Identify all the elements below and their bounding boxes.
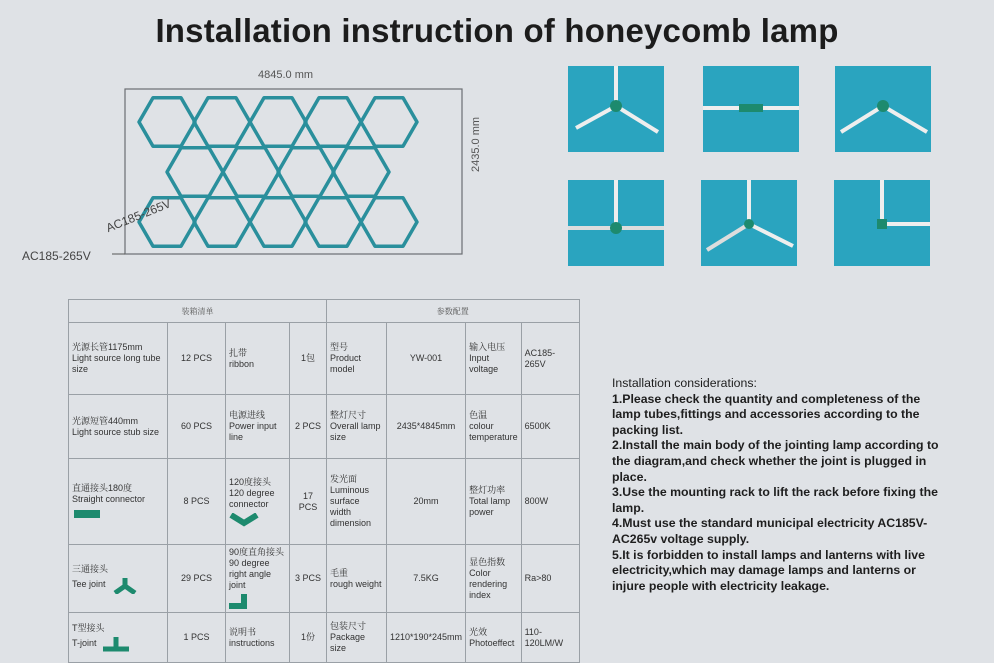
param-cell: 型号 Product model [327, 323, 387, 395]
t-joint-icon [103, 637, 129, 653]
item2-text: 90度直角接头90 degree right angle joint [229, 547, 285, 590]
hexagon-cell [167, 148, 223, 196]
item-cell: 光源长管1175mm Light source long tube size [69, 323, 168, 395]
qty2-cell: 1包 [290, 323, 327, 395]
right-angle-joint-icon [229, 594, 251, 610]
param-cell: 包装尺寸 Package size [327, 613, 387, 663]
packing-list-header: 装箱清单 [69, 300, 327, 323]
param2-cell: 输入电压 Input voltage [466, 323, 522, 395]
qty2-cell: 1份 [290, 613, 327, 663]
value-cell: 7.5KG [387, 545, 466, 613]
value-cell: 2435*4845mm [387, 395, 466, 459]
item-cell: 光源短管440mm Light source stub size [69, 395, 168, 459]
item2-cell: 电源进线 Power input line [226, 395, 290, 459]
consideration-item: 1.Please check the quantity and completeness of the lamp tubes,fittings and accessories according to the packing list. [612, 391, 921, 437]
hexagon-cell [250, 98, 306, 146]
consideration-item: 3.Use the mounting rack to lift the rack before fixing the lamp. [612, 485, 938, 515]
item-cell [69, 545, 168, 613]
voltage-label-diagonal: AC185-265V [104, 196, 173, 235]
joint-photo-2 [703, 66, 799, 152]
height-dimension: 2435.0 mm [470, 116, 482, 172]
page-title: Installation instruction of honeycomb lamp [155, 12, 839, 49]
item-cell [69, 613, 168, 663]
value2-cell: Ra>80 [521, 545, 579, 613]
hexagon-cell [305, 98, 361, 146]
qty-cell: 8 PCS [168, 459, 226, 545]
param2-cell: 光效 Photoeffect [466, 613, 522, 663]
value2-cell: 6500K [521, 395, 579, 459]
item-text: 三通接头 Tee joint [72, 563, 109, 589]
packing-table [68, 299, 580, 663]
joint-photo-6 [834, 180, 930, 266]
item-text: T型接头 T-joint [72, 622, 105, 648]
qty-cell: 60 PCS [168, 395, 226, 459]
param2-cell: 显色指数 Color rendering index [466, 545, 522, 613]
param-cell: 发光面 Luminous surface width dimension [327, 459, 387, 545]
hexagon-cell [305, 198, 361, 246]
qty-cell: 1 PCS [168, 613, 226, 663]
consideration-item: 5.It is forbidden to install lamps and lanterns with live electricity,which may damage lamps and lanterns or injure people with electricity leakage. [612, 547, 925, 593]
width-dimension: 4845.0 mm [258, 69, 314, 81]
param-cell: 毛重 rough weight [327, 545, 387, 613]
joint-photo-5 [701, 180, 797, 266]
parameters-header: 参数配置 [327, 300, 580, 323]
qty2-cell: 3 PCS [290, 545, 327, 613]
param2-cell: 色温 colour temperature [466, 395, 522, 459]
hexagon-cell [361, 198, 417, 246]
hexagon-cell [333, 148, 389, 196]
item2-text: 120度接头120 degree connector [229, 476, 275, 509]
item2-cell: 说明书 instructions [226, 613, 290, 663]
value-cell: 1210*190*245mm [387, 613, 466, 663]
hexagon-cell [278, 148, 334, 196]
qty-cell: 12 PCS [168, 323, 226, 395]
qty2-cell: 2 PCS [290, 395, 327, 459]
item-text: 直通接头180度 Straight connector [72, 483, 146, 504]
honeycomb-grid [139, 98, 417, 246]
considerations-heading: Installation considerations: [612, 376, 757, 390]
hexagon-cell [250, 198, 306, 246]
hexagon-cell [194, 198, 250, 246]
hexagon-cell [139, 98, 195, 146]
joint-photo-3 [835, 66, 931, 152]
item2-cell [226, 545, 290, 613]
qty2-cell: 17 PCS [290, 459, 327, 545]
item2-cell: 扎带 ribbon [226, 323, 290, 395]
value2-cell: 800W [521, 459, 579, 545]
120-degree-connector-icon [229, 513, 259, 527]
voltage-label-input: AC185-265V [22, 249, 91, 263]
hexagon-cell [361, 98, 417, 146]
qty-cell: 29 PCS [168, 545, 226, 613]
straight-connector-icon [72, 508, 102, 520]
value-cell: YW-001 [387, 323, 466, 395]
item-cell [69, 459, 168, 545]
consideration-item: 2.Install the main body of the jointing lamp according to the diagram,and check whether the joint is plugged in place. [612, 438, 939, 484]
hexagon-cell [223, 148, 279, 196]
consideration-item: 4.Must use the standard municipal electricity AC185V-AC265v voltage supply. [612, 516, 928, 546]
value-cell: 20mm [387, 459, 466, 545]
joint-photo-4 [568, 180, 664, 266]
item2-cell [226, 459, 290, 545]
installation-considerations [612, 376, 942, 594]
hexagon-cell [194, 98, 250, 146]
param2-cell: 整灯功率 Total lamp power [466, 459, 522, 545]
value2-cell: AC185-265V [521, 323, 579, 395]
joint-photo-1 [568, 66, 664, 152]
param-cell: 整灯尺寸 Overall lamp size [327, 395, 387, 459]
value2-cell: 110-120LM/W [521, 613, 579, 663]
tee-joint-icon [112, 578, 138, 594]
honeycomb-diagram [0, 62, 480, 262]
